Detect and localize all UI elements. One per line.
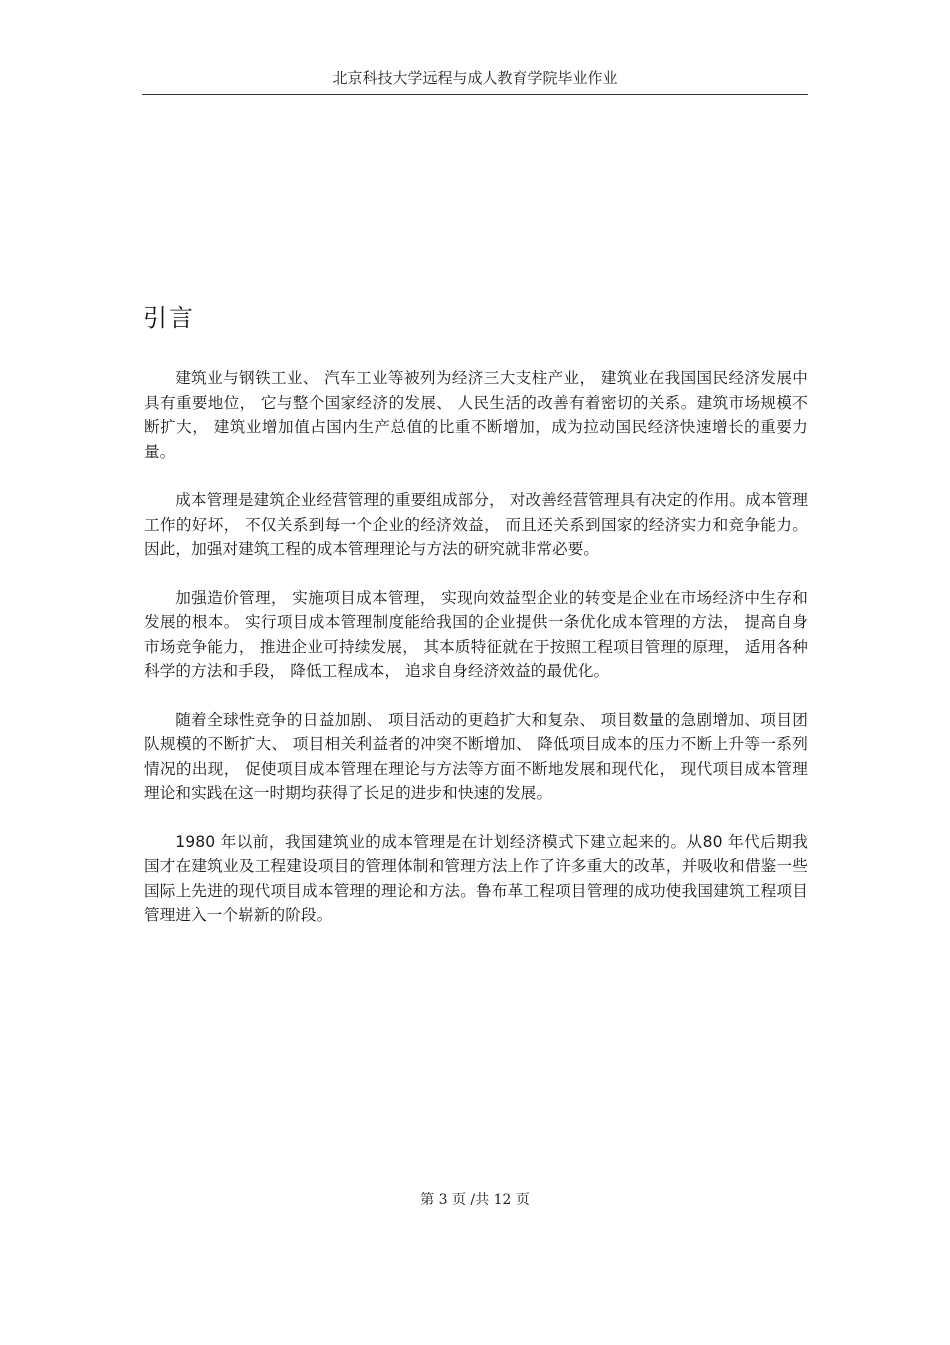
header-divider — [142, 94, 808, 95]
running-header: 北京科技大学远程与成人教育学院毕业作业 — [332, 69, 618, 87]
section-title: 引言 — [143, 304, 195, 332]
paragraph-3: 加强造价管理， 实施项目成本管理， 实现向效益型企业的转变是企业在市场经济中生存和发展的根本。 实行项目成本管理制度能给我国的企业提供一条优化成本管理的方法， 提高自身市场竞争能力， 推进企业可持续发展， 其本质特征就在于按照工程项目管理的原理， 适用各种科学的方法和手段， 降低工程成本， 追求自身经济效益的最优化。 — [144, 588, 808, 680]
body-text — [144, 366, 808, 952]
paragraph-2: 成本管理是建筑企业经营管理的重要组成部分， 对改善经营管理具有决定的作用。成本管理工作的好坏， 不仅关系到每一个企业的经济效益， 而且还关系到国家的经济实力和竞争能力。 因此，加强对建筑工程的成本管理理论与方法的研究就非常必要。 — [144, 491, 808, 558]
paragraph-4: 随着全球性竞争的日益加剧、 项目活动的更趋扩大和复杂、 项目数量的急剧增加、项目团队规模的不断扩大、 项目相关利益者的冲突不断增加、 降低项目成本的压力不断上升等一系列情况的出现， 促使项目成本管理在理论与方法等方面不断地发展和现代化， 现代项目成本管理理论和实践在这一时期均获得了长足的进步和快速的发展。 — [144, 710, 808, 802]
paragraph-1: 建筑业与钢铁工业、 汽车工业等被列为经济三大支柱产业， 建筑业在我国国民经济发展中具有重要地位， 它与整个国家经济的发展、 人民生活的改善有着密切的关系。建筑市场规模不断扩大， 建筑业增加值占国内生产总值的比重不断增加，成为拉动国民经济快速增长的重要力量。 — [144, 369, 808, 461]
page-number: 第 3 页 /共 12 页 — [420, 1192, 530, 1208]
paragraph-5: 1980 年以前，我国建筑业的成本管理是在计划经济模式下建立起来的。从80 年代后期我国才在建筑业及工程建设项目的管理体制和管理方法上作了许多重大的改革，并吸收和借鉴一些国际上先进的现代项目成本管理的理论和方法。鲁布革工程项目管理的成功使我国建筑工程项目管理进入一个崭新的阶段。 — [144, 832, 808, 924]
